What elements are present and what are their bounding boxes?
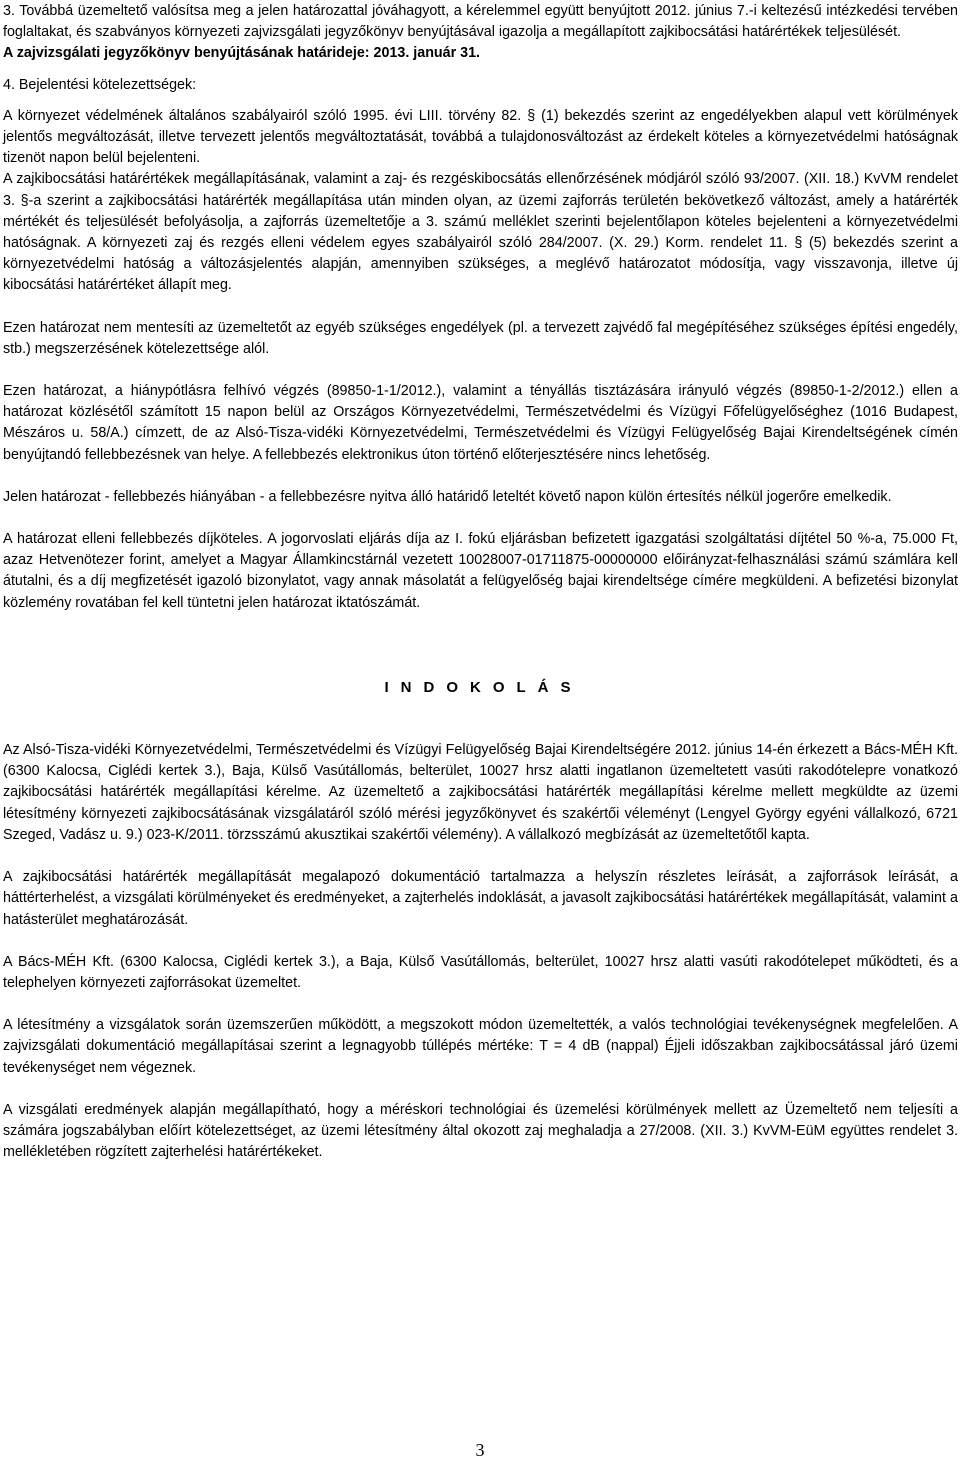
reason-paragraph-2: A zajkibocsátási határérték megállapítását megalapozó dokumentáció tartalmazza a helyszín részletes leírását, a zajforrások leírását, a háttérterhelést, a vizsgálati körülményeket és eredményeket, a zajterhelés indoklását, a javasolt zajkibocsátási határértékek megállapítását, valamint a hatásterület meghatározását. xyxy=(3,869,958,928)
item-4-heading: 4. Bejelentési kötelezettségek: xyxy=(3,76,197,93)
fee-paragraph: A határozat elleni fellebbezés díjköteles. A jogorvoslati eljárás díja az I. fokú eljárásban befizetett igazgatási szolgáltatási díjtétel 50 %-a, 75.000 Ft, azaz Hetvenötezer forint, amelyet a Magyar Államkincstárnál vezetett 10028007-01711875-00000000 előirányzat-felhasználási számú számlára kell átutalni, és a díj megfizetését igazoló bizonylatot, vagy annak másolatát a felügyelőség bajai kirendeltsége címére megküldeni. A befizetési bizonylat közlemény rovatában fel kell tüntetni jelen határozat iktatószámát. xyxy=(3,531,958,611)
reason-paragraph-5: A vizsgálati eredmények alapján megállapítható, hogy a méréskori technológiai és üzemelési körülmények mellett az Üzemeltető nem teljesíti a számára jogszabályban előírt kötelezettséget, az üzemi létesítmény által okozott zaj meghaladja a 27/2008. (XII. 3.) KvVM-EüM együttes rendelet 3. mellékletében rögzített zajterhelési határértékeket. xyxy=(3,1101,958,1161)
appeal-paragraph: Ezen határozat, a hiánypótlásra felhívó végzés (89850-1-1/2012.), valamint a tényállás tisztázására irányuló végzés (89850-1-2/2012.) ellen a határozat közlésétől számított 15 napon belül az Országos Környezetvédelmi, Természetvédelmi és Vízügyi Főfelügyelőséghez (1016 Budapest, Mészáros u. 58/A.) címzett, de az Alsó-Tisza-vidéki Környezetvédelmi, Természetvédelmi és Vízügyi Felügyelőség Bajai Kirendeltségének címén benyújtandó fellebbezésnek van helye. A fellebbezés elektronikus úton történő előterjesztésére nincs lehetőség. xyxy=(3,383,958,463)
page-number: 3 xyxy=(475,1440,485,1460)
document-body xyxy=(3,1,958,1163)
permits-paragraph: Ezen határozat nem mentesíti az üzemeltetőt az egyéb szükséges engedélyek (pl. a tervezett zajvédő fal megépítéséhez szükséges építési engedély, stb.) megszerzésének kötelezettsége alól. xyxy=(3,319,958,357)
section-title: INDOKOLÁS xyxy=(384,678,583,696)
final-paragraph: Jelen határozat - fellebbezés hiányában - a fellebbezésre nyitva álló határidő leteltét követő napon külön értesítés nélkül jogerőre emelkedik. xyxy=(3,488,892,505)
reporting-paragraph-2: A zajkibocsátási határértékek megállapításának, valamint a zaj- és rezgéskibocsátás ellenőrzésének módjáról szóló 93/2007. (XII. 18.) KvVM rendelet 3. §-a szerint a zajkibocsátási határérték megállapítása után minden olyan, az üzemi zajforrás területén bekövetkező változást, amely a határérték mértékét és teljesülését befolyásolja, a zajforrás üzemeltetője a 3. számú melléklet szerinti bejelentőlapon köteles bejelenteni a környezetvédelmi hatóságnak. A környezeti zaj és rezgés elleni védelem egyes szabályairól szóló 284/2007. (X. 29.) Korm. rendelet 11. § (5) bekezdés szerint a környezetvédelmi hatóság a változásjelentés alapján, amennyiben szükséges, a meglévő határozatot módosítja, vagy visszavonja, illetve új kibocsátási határértéket állapít meg. xyxy=(3,171,958,294)
reason-paragraph-4: A létesítmény a vizsgálatok során üzemszerűen működött, a megszokott módon üzemeltették, a valós technológiai tevékenységnek megfelelően. A zajvizsgálati dokumentáció megállapításai szerint a legnagyobb túllépés mértéke: T = 4 dB (nappal) Éjjeli időszakban zajkibocsátással járó üzemi tevékenységet nem végeznek. xyxy=(3,1017,958,1076)
item-3-text: 3. Továbbá üzemeltető valósítsa meg a jelen határozattal jóváhagyott, a kérelemmel együtt benyújtott 2012. június 7.-i keltezésű intézkedési tervében foglaltakat, és szabványos környezeti zajvizsgálati jegyzőkönyv benyújtásával igazolja a megállapított zajkibocsátási határértékek teljesülését. xyxy=(3,3,958,41)
reason-paragraph-3: A Bács-MÉH Kft. (6300 Kalocsa, Ciglédi kertek 3.), a Baja, Külső Vasútállomás, belterület, 10027 hrsz alatti vasúti rakodótelepet működteti, és a telephelyen környezeti zajforrásokat üzemeltet. xyxy=(3,953,958,991)
item-3-deadline: A zajvizsgálati jegyzőkönyv benyújtásának határideje: 2013. január 31. xyxy=(3,45,481,62)
reason-paragraph-1: Az Alsó-Tisza-vidéki Környezetvédelmi, Természetvédelmi és Vízügyi Felügyelőség Bajai Kirendeltségére 2012. június 14-én érkezett a Bács-MÉH Kft. (6300 Kalocsa, Ciglédi kertek 3.), Baja, Külső Vasútállomás, belterület, 10027 hrsz alatti ingatlanon üzemeltetett vasúti rakodótelepre vonatkozó zajkibocsátási határérték megállapítási kérelme. Az üzemeltető a zajkibocsátási határérték megállapítási kérelme mellett megküldte az üzemi létesítmény környezeti zajkibocsátásának vizsgálatáról szóló mérési jegyzőkönyvet és szakértői véleményt (Lengyel György egyéni vállalkozó, 6721 Szeged, Vadász u. 9.) 023-K/2011. törzsszámú akusztikai szakértői vélemény). A vállalkozó megbízását az üzemeltetőtől kapta. xyxy=(3,742,958,843)
reporting-paragraph-1: A környezet védelmének általános szabályairól szóló 1995. évi LIII. törvény 82. § (1) bekezdés szerint az engedélyekben alapul vett körülmények jelentős megváltozását, illetve tervezett jelentős megváltoztatását, továbbá a tulajdonosváltozást az érdekelt köteles a környezetvédelmi hatóságnak tizenöt napon belül bejelenteni. xyxy=(3,107,958,167)
